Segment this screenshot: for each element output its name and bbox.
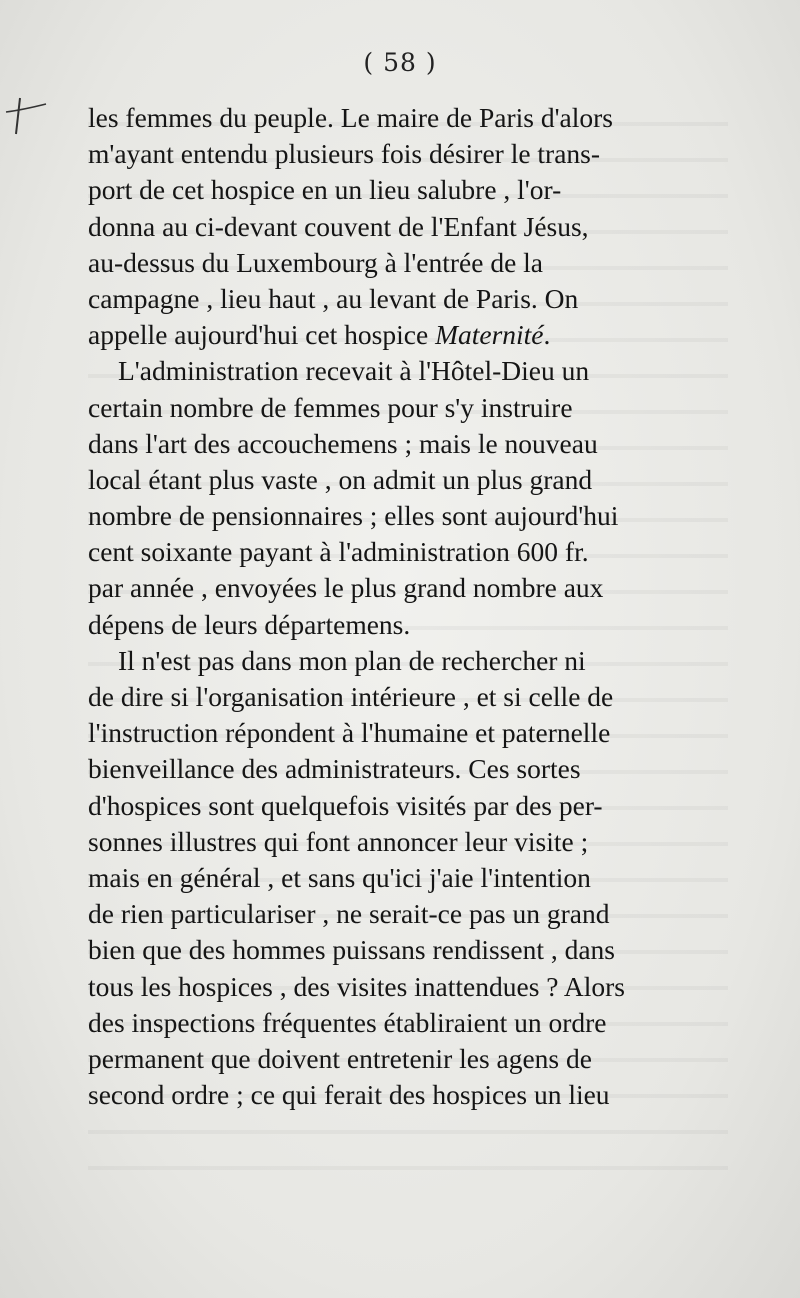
text-line: second ordre ; ce qui ferait des hospices un lieu bbox=[88, 1079, 610, 1111]
text-line: port de cet hospice en un lieu salubre , l'or- bbox=[88, 174, 562, 206]
text-line: cent soixante payant à l'administration 600 fr. bbox=[88, 536, 589, 568]
text-line: par année , envoyées le plus grand nombre aux bbox=[88, 572, 604, 604]
text-line: local étant plus vaste , on admit un plus grand bbox=[88, 463, 593, 495]
page-number: ( 58 ) bbox=[363, 48, 437, 77]
italic-term: Maternité bbox=[435, 319, 544, 351]
text-line: campagne , lieu haut , au levant de Paris. On bbox=[88, 282, 579, 314]
text-line: donna au ci-devant couvent de l'Enfant Jésus, bbox=[88, 210, 589, 242]
text-line: tous les hospices , des visites inattendues ? Alors bbox=[88, 970, 625, 1002]
text-line: mais en général , et sans qu'ici j'aie l'intention bbox=[88, 861, 591, 893]
paragraph-2 bbox=[88, 353, 728, 643]
text-line: bienveillance des administrateurs. Ces sortes bbox=[88, 753, 581, 785]
text-line: d'hospices sont quelquefois visités par des per- bbox=[88, 789, 603, 821]
text-line: de dire si l'organisation intérieure , et si celle de bbox=[88, 681, 614, 712]
paragraph-3 bbox=[88, 643, 728, 1113]
text-line: m'ayant entendu plusieurs fois désirer le trans- bbox=[88, 138, 601, 170]
margin-cross-mark bbox=[2, 96, 62, 136]
text-line: L'administration recevait à l'Hôtel-Dieu un bbox=[118, 355, 590, 387]
text-line: de rien particulariser , ne serait-ce pas un grand bbox=[88, 898, 610, 930]
text-line: nombre de pensionnaires ; elles sont aujourd'hui bbox=[88, 500, 619, 532]
text-line: sonnes illustres qui font annoncer leur visite ; bbox=[88, 825, 589, 857]
text-line: dépens de leurs départemens. bbox=[88, 608, 411, 640]
text-line: certain nombre de femmes pour s'y instruire bbox=[88, 391, 573, 423]
text-line: des inspections fréquentes établiraient un ordre bbox=[88, 1006, 607, 1038]
text-line: dans l'art des accouchemens ; mais le nouveau bbox=[88, 427, 598, 459]
text-line: permanent que doivent entretenir les agens de bbox=[88, 1042, 592, 1074]
text-line: au-dessus du Luxembourg à l'entrée de la bbox=[88, 246, 543, 278]
body-text bbox=[88, 100, 728, 1113]
paragraph-1 bbox=[88, 100, 728, 353]
text-line: bien que des hommes puissans rendissent , dans bbox=[88, 934, 616, 966]
text-line: l'instruction répondent à l'humaine et paternelle bbox=[88, 717, 611, 749]
text-line: appelle aujourd'hui cet hospice Maternité. bbox=[88, 319, 551, 351]
text-line: Il n'est pas dans mon plan de rechercher ni bbox=[118, 644, 586, 676]
text-line: les femmes du peuple. Le maire de Paris d'alors bbox=[88, 102, 613, 133]
